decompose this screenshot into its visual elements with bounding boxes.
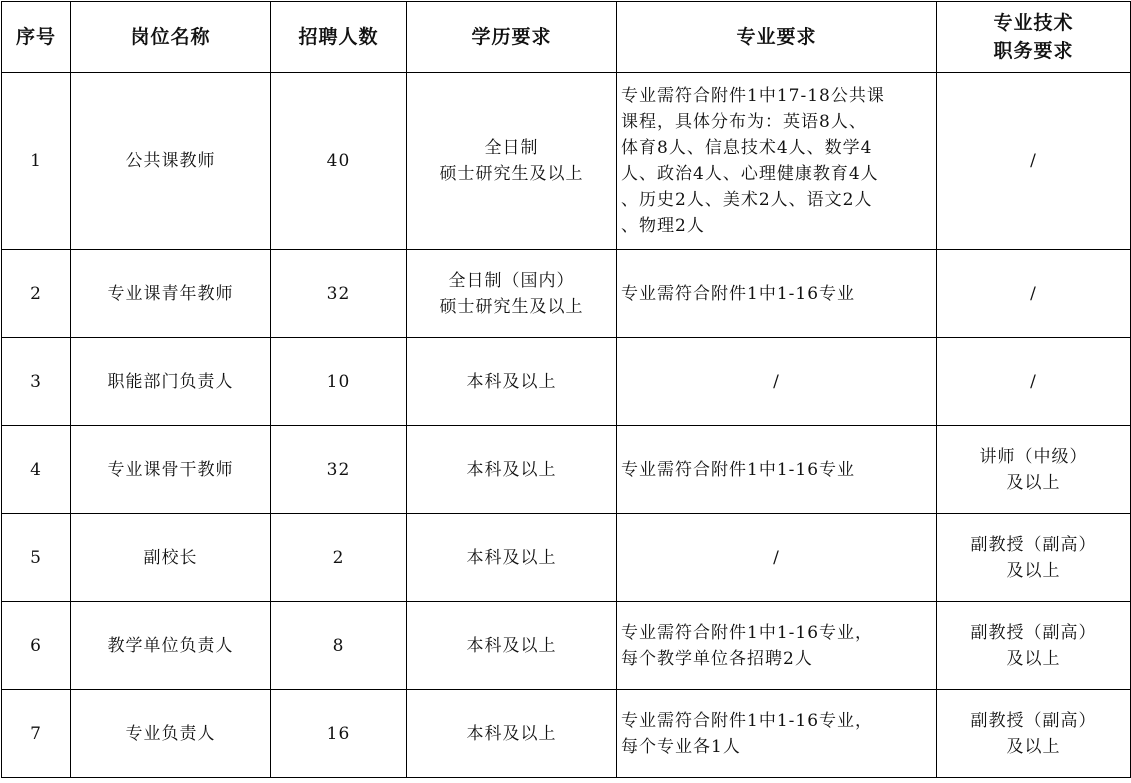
recruitment-table — [1, 1, 1131, 778]
education-line: 全日制（国内） — [448, 270, 575, 291]
table-row — [2, 338, 1131, 426]
title-req-line: 讲师（中级） — [979, 446, 1088, 467]
cell-education — [407, 250, 617, 338]
cell-count: 16 — [271, 690, 407, 778]
cell-no: 7 — [2, 690, 71, 778]
cell-major — [617, 250, 937, 338]
table-row — [2, 690, 1131, 778]
education-line: 本科及以上 — [466, 459, 557, 480]
header-position: 岗位名称 — [71, 2, 271, 73]
cell-count: 10 — [271, 338, 407, 426]
education-line: 本科及以上 — [466, 635, 557, 656]
education-line: 硕士研究生及以上 — [439, 164, 584, 184]
major-line: 每个专业各1人 — [621, 736, 741, 757]
cell-title-req — [937, 338, 1131, 426]
table-row — [2, 73, 1131, 250]
cell-title-req — [937, 73, 1131, 250]
major-line: 课程，具体分布为：英语8人、 — [621, 112, 867, 132]
major-line: 专业需符合附件1中17-18公共课 — [621, 86, 885, 106]
table-row — [2, 250, 1131, 338]
major-line: 专业需符合附件1中1-16专业， — [621, 622, 874, 643]
education-line: 本科及以上 — [466, 371, 557, 392]
cell-position: 公共课教师 — [71, 73, 271, 250]
cell-no: 1 — [2, 73, 71, 250]
cell-no: 3 — [2, 338, 71, 426]
cell-education — [407, 514, 617, 602]
cell-education — [407, 73, 617, 250]
cell-count: 8 — [271, 602, 407, 690]
cell-major — [617, 426, 937, 514]
cell-position: 专业课青年教师 — [71, 250, 271, 338]
major-line: / — [773, 547, 780, 568]
table-row — [2, 426, 1131, 514]
cell-education — [407, 690, 617, 778]
cell-position: 职能部门负责人 — [71, 338, 271, 426]
header-no: 序号 — [2, 2, 71, 73]
title-req-line: 及以上 — [1006, 736, 1061, 757]
title-req-line: 及以上 — [1006, 560, 1061, 581]
major-line: 专业需符合附件1中1-16专业， — [621, 710, 874, 731]
title-req-line: 及以上 — [1006, 472, 1061, 493]
education-line: 本科及以上 — [466, 723, 557, 744]
title-req-line: 副教授（副高） — [970, 710, 1097, 731]
education-line: 本科及以上 — [466, 547, 557, 568]
header-education: 学历要求 — [407, 2, 617, 73]
title-req-line: / — [1030, 283, 1037, 304]
cell-count: 32 — [271, 426, 407, 514]
cell-count: 40 — [271, 73, 407, 250]
cell-major — [617, 514, 937, 602]
cell-title-req — [937, 690, 1131, 778]
cell-count: 32 — [271, 250, 407, 338]
cell-no: 6 — [2, 602, 71, 690]
education-line: 硕士研究生及以上 — [439, 296, 584, 317]
cell-major — [617, 690, 937, 778]
cell-title-req — [937, 514, 1131, 602]
title-req-line: / — [1030, 151, 1037, 171]
title-req-line: 副教授（副高） — [970, 622, 1097, 643]
major-line: 每个教学单位各招聘2人 — [621, 648, 813, 669]
title-req-line: 副教授（副高） — [970, 534, 1097, 555]
cell-major — [617, 338, 937, 426]
header-title-req — [937, 2, 1131, 73]
major-line: 、物理2人 — [621, 216, 705, 236]
cell-position: 专业课骨干教师 — [71, 426, 271, 514]
header-count: 招聘人数 — [271, 2, 407, 73]
cell-education — [407, 602, 617, 690]
education-line: 全日制 — [484, 138, 539, 158]
cell-position: 副校长 — [71, 514, 271, 602]
cell-count: 2 — [271, 514, 407, 602]
header-title-req-line: 职务要求 — [993, 40, 1074, 62]
major-line: 专业需符合附件1中1-16专业 — [621, 459, 856, 480]
major-line: 、历史2人、美术2人、语文2人 — [621, 190, 873, 210]
cell-title-req — [937, 250, 1131, 338]
major-line: / — [773, 371, 780, 392]
cell-position: 专业负责人 — [71, 690, 271, 778]
major-line: 人、政治4人、心理健康教育4人 — [621, 164, 879, 184]
cell-no: 5 — [2, 514, 71, 602]
header-row — [2, 2, 1131, 73]
header-major: 专业要求 — [617, 2, 937, 73]
header-title-req-line: 专业技术 — [993, 12, 1074, 34]
title-req-line: 及以上 — [1006, 648, 1061, 669]
cell-major — [617, 73, 937, 250]
major-line: 专业需符合附件1中1-16专业 — [621, 283, 856, 304]
cell-title-req — [937, 602, 1131, 690]
cell-no: 2 — [2, 250, 71, 338]
cell-position: 教学单位负责人 — [71, 602, 271, 690]
table-row — [2, 602, 1131, 690]
cell-education — [407, 338, 617, 426]
table-row — [2, 514, 1131, 602]
cell-title-req — [937, 426, 1131, 514]
title-req-line: / — [1030, 371, 1037, 392]
cell-no: 4 — [2, 426, 71, 514]
cell-education — [407, 426, 617, 514]
cell-major — [617, 602, 937, 690]
major-line: 体育8人、信息技术4人、数学4 — [621, 138, 873, 158]
